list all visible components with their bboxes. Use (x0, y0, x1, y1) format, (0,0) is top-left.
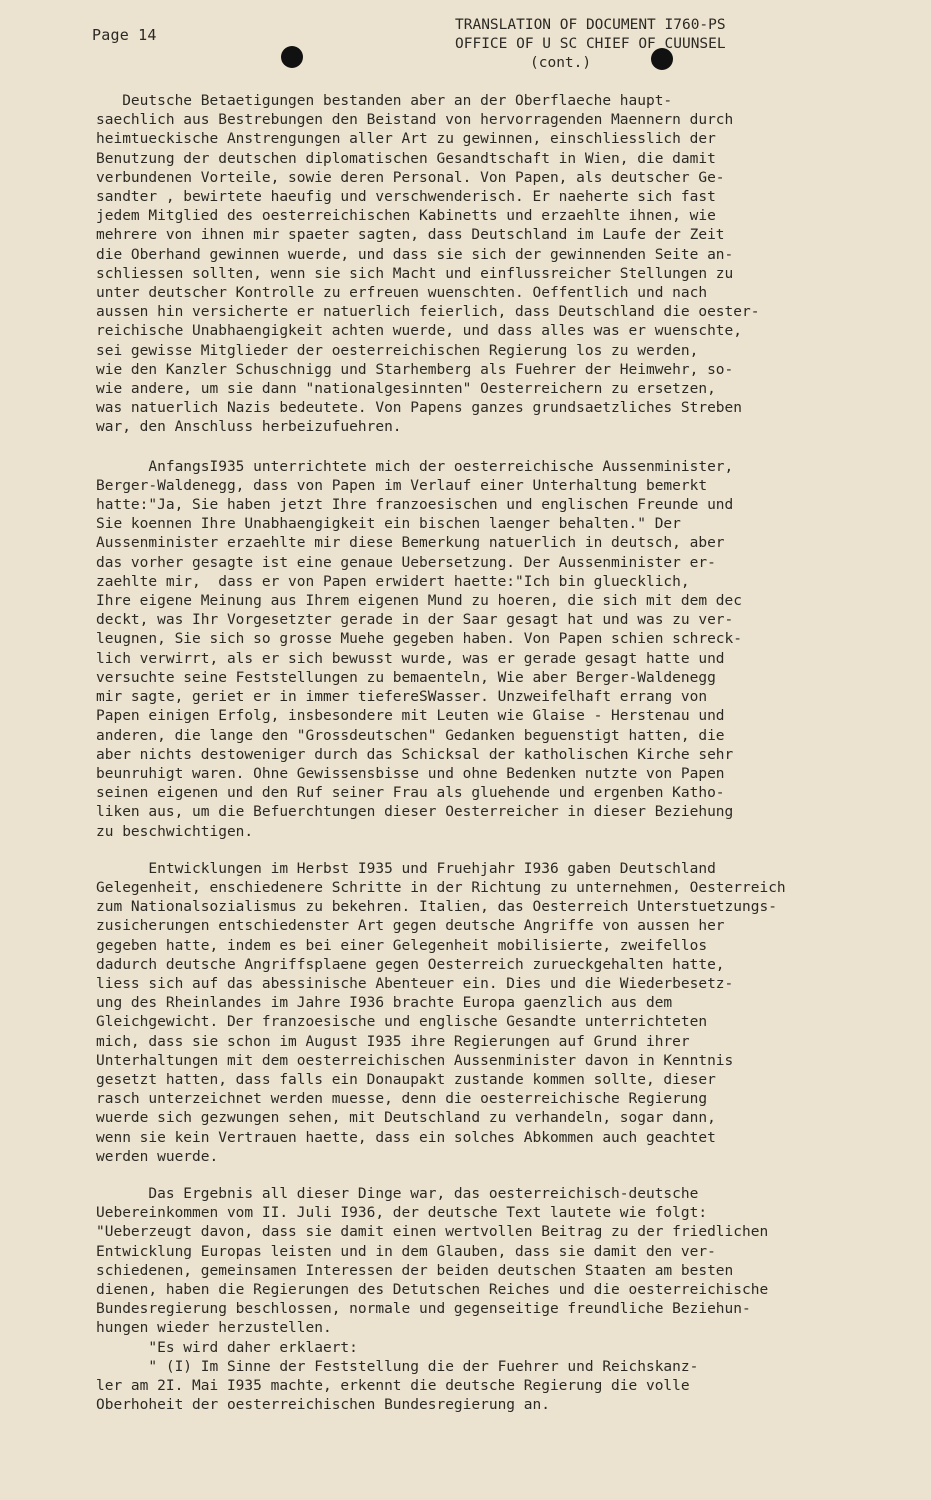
text-line: ler am 2I. Mai I935 machte, erkennt die deutsche Regierung die volle (96, 1378, 690, 1394)
text-line: wie den Kanzler Schuschnigg und Starhemberg als Fuehrer der Heimwehr, so- (96, 361, 734, 378)
text-line: mich, dass sie schon im August I935 ihre Regierungen auf Grund ihrer (96, 1033, 690, 1050)
text-line: Papen einigen Erfolg, insbesondere mit Leuten wie Glaise - Herstenau und (96, 708, 725, 725)
text-line: zu beschwichtigen. (96, 823, 254, 840)
text-line: Aussenminister erzaehlte mir diese Bemerkung natuerlich in deutsch, aber (96, 535, 725, 552)
text-line: leugnen, Sie sich so grosse Muehe gegeben haben. Von Papen schien schreck- (96, 631, 743, 648)
text-line: wenn sie kein Vertrauen haette, dass ein solches Abkommen auch geachtet (96, 1129, 716, 1146)
text-line: sei gewisse Mitglieder der oesterreichischen Regierung los zu werden, (96, 342, 699, 359)
text-line: gegeben hatte, indem es bei einer Gelegenheit mobilisierte, zweifellos (96, 937, 708, 954)
text-line: deckt, was Ihr Vorgesetzter gerade in der Saar gesagt hat und was zu ver- (96, 612, 734, 629)
text-line: was natuerlich Nazis bedeutete. Von Papens ganzes grundsaetzliches Streben (96, 400, 743, 417)
text-line: Ihre eigene Meinung aus Ihrem eigenen Mund zu hoeren, die sich mit dem dec (96, 593, 743, 610)
text-line: "Es wird daher erklaert: (96, 1339, 358, 1356)
text-line: aber nichts destoweniger durch das Schicksal der katholischen Kirche sehr (96, 746, 734, 763)
document-header (455, 16, 875, 73)
text-line: zusicherungen entschiedenster Art gegen deutsche Angriffe von aussen her (96, 918, 725, 935)
text-line: gesetzt hatten, dass falls ein Donaupakt zustande kommen sollte, dieser (96, 1071, 716, 1088)
text-line: AnfangsI935 unterrichtete mich der oesterreichische Aussenminister, (96, 458, 734, 475)
paragraph-1 (96, 92, 866, 438)
text-line: "Ueberzeugt davon, dass sie damit einen wertvollen Beitrag zu der friedlichen (96, 1224, 769, 1241)
text-line: wuerde sich gezwungen sehen, mit Deutschland zu verhandeln, sogar dann, (96, 1110, 716, 1127)
text-line: verbundenen Vorteile, sowie deren Personal. Von Papen, als deutscher Ge- (96, 169, 725, 186)
text-line: Sie koennen Ihre Unabhaengigkeit ein bischen laenger behalten." Der (96, 516, 681, 533)
paragraph-2 (96, 458, 866, 842)
text-line: das vorher gesagte ist eine genaue Uebersetzung. Der Aussenminister er- (96, 554, 716, 571)
text-line: hatte:"Ja, Sie haben jetzt Ihre franzoesischen und englischen Freunde und (96, 497, 734, 514)
text-line: unter deutscher Kontrolle zu erfreuen wuenschten. Oeffentlich und nach (96, 285, 708, 302)
text-line: Entwicklung Europas leisten und in dem Glauben, dass sie damit den ver- (96, 1243, 716, 1260)
text-line: Benutzung der deutschen diplomatischen Gesandtschaft in Wien, die damit (96, 150, 716, 167)
text-line: Berger-Waldenegg, dass von Papen im Verlauf einer Unterhaltung bemerkt (96, 477, 708, 494)
text-line: werden wuerde. (96, 1148, 219, 1165)
text-line: wie andere, um sie dann "nationalgesinnten" Oesterreichern zu ersetzen, (96, 381, 716, 398)
text-line: Entwicklungen im Herbst I935 und Fruehjahr I936 gaben Deutschland (96, 860, 716, 877)
text-line: Unterhaltungen mit dem oesterreichischen Aussenminister davon in Kenntnis (96, 1052, 734, 1069)
text-line: schiedenen, gemeinsamen Interessen der beiden deutschen Staaten am besten (96, 1262, 734, 1279)
punch-hole-left (281, 46, 303, 68)
text-line: war, den Anschluss herbeizufuehren. (96, 419, 402, 436)
text-line: aussen hin versicherte er natuerlich feierlich, dass Deutschland die oester- (96, 304, 760, 321)
text-line: rasch unterzeichnet werden muesse, denn die oesterreichische Regierung (96, 1091, 708, 1108)
header-continued: (cont.) (530, 55, 592, 71)
text-line: lich verwirrt, als er sich bewusst wurde, was er gerade gesagt hatte und (96, 650, 725, 667)
text-line: jedem Mitglied des oesterreichischen Kabinetts und erzaehlte ihnen, wie (96, 208, 716, 225)
paragraph-4 (96, 1185, 866, 1415)
header-office: OFFICE OF U SC CHIEF OF CUUNSEL (455, 36, 726, 52)
page-number: Page 14 (92, 26, 157, 44)
text-line: mir sagte, geriet er in immer tiefereSWasser. Unzweifelhaft errang von (96, 689, 708, 706)
text-line: Uebereinkommen vom II. Juli I936, der deutsche Text lautete wie folgt: (96, 1205, 708, 1222)
text-line: Deutsche Betaetigungen bestanden aber an der Oberflaeche haupt- (96, 93, 673, 109)
text-line: hungen wieder herzustellen. (96, 1320, 332, 1337)
text-line: Gleichgewicht. Der franzoesische und englische Gesandte unterrichteten (96, 1014, 708, 1031)
text-line: dienen, haben die Regierungen des Detutschen Reiches und die oesterreichische (96, 1281, 769, 1298)
text-line: Gelegenheit, enschiedenere Schritte in der Richtung zu unternehmen, Oesterreich (96, 879, 786, 896)
paragraph-3 (96, 860, 866, 1167)
text-line: " (I) Im Sinne der Feststellung die der Fuehrer und Reichskanz- (96, 1358, 699, 1375)
text-line: Oberhoheit der oesterreichischen Bundesregierung an. (96, 1397, 550, 1414)
text-line: ung des Rheinlandes im Jahre I936 brachte Europa gaenzlich aus dem (96, 995, 673, 1012)
header-title: TRANSLATION OF DOCUMENT I760-PS (455, 17, 726, 33)
text-line: zum Nationalsozialismus zu bekehren. Italien, das Oesterreich Unterstuetzungs- (96, 899, 777, 916)
text-line: anderen, die lange den "Grossdeutschen" Gedanken beguenstigt hatten, die (96, 727, 725, 744)
text-line: Das Ergebnis all dieser Dinge war, das oesterreichisch-deutsche (96, 1185, 699, 1202)
text-line: beunruhigt waren. Ohne Gewissensbisse und ohne Bedenken nutzte von Papen (96, 765, 725, 782)
document-body (96, 92, 866, 1415)
text-line: sandter , bewirtete haeufig und verschwenderisch. Er naeherte sich fast (96, 189, 716, 206)
text-line: zaehlte mir, dass er von Papen erwidert haette:"Ich bin gluecklich, (96, 573, 690, 590)
text-line: mehrere von ihnen mir spaeter sagten, dass Deutschland im Laufe der Zeit (96, 227, 725, 244)
text-line: die Oberhand gewinnen wuerde, und dass sie sich der gewinnenden Seite an- (96, 246, 734, 263)
text-line: reichische Unabhaengigkeit achten wuerde, und dass alles was er wuenschte, (96, 323, 743, 340)
text-line: heimtueckische Anstrengungen aller Art zu gewinnen, einschliesslich der (96, 131, 716, 148)
text-line: schliessen sollten, wenn sie sich Macht und einflussreicher Stellungen zu (96, 265, 734, 282)
text-line: liken aus, um die Befuerchtungen dieser Oesterreicher in dieser Beziehung (96, 804, 734, 821)
text-line: liess sich auf das abessinische Abenteuer ein. Dies und die Wiederbesetz- (96, 975, 734, 992)
text-line: versuchte seine Feststellungen zu bemaenteln, Wie aber Berger-Waldenegg (96, 669, 716, 686)
text-line: dadurch deutsche Angriffsplaene gegen Oesterreich zurueckgehalten hatte, (96, 956, 725, 973)
text-line: Bundesregierung beschlossen, normale und gegenseitige freundliche Beziehun- (96, 1301, 751, 1318)
text-line: saechlich aus Bestrebungen den Beistand von hervorragenden Maennern durch (96, 112, 734, 129)
text-line: seinen eigenen und den Ruf seiner Frau als gluehende und ergenben Katho- (96, 785, 725, 802)
